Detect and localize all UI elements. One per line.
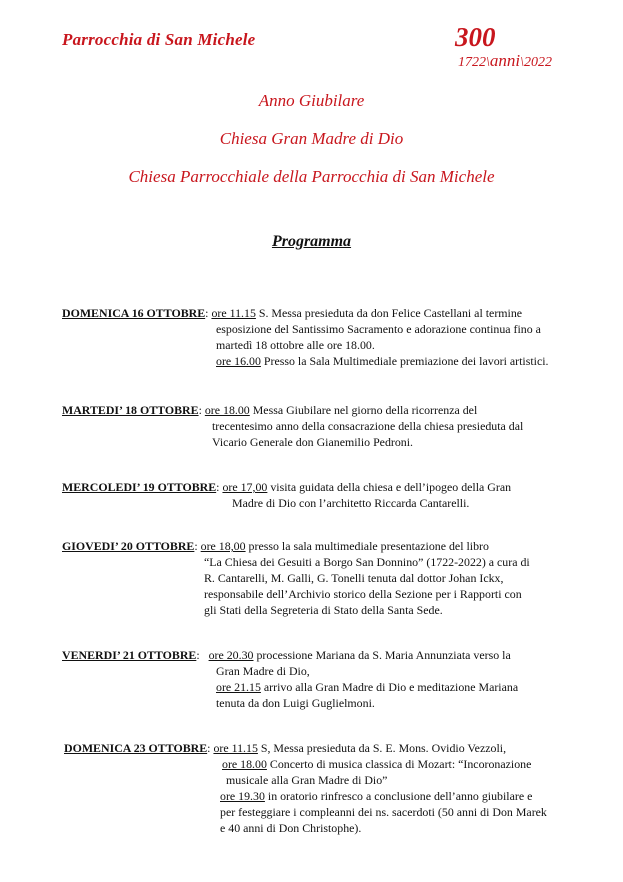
title-parrocchiale: Chiesa Parrocchiale della Parrocchia di San Michele xyxy=(128,167,495,186)
event-day: DOMENICA 16 OTTOBRE xyxy=(62,306,206,320)
event-day-line: DOMENICA 23 OTTOBRE: ore 11.15 S, Messa presieduta da S. E. Mons. Ovidio Vezzoli, xyxy=(64,741,507,755)
event-time: ore 17,00 xyxy=(222,480,268,494)
event-text: Presso la Sala Multimediale premiazione dei lavori artistici. xyxy=(260,354,549,368)
event-line xyxy=(220,788,532,804)
anniversary-end: 2022 xyxy=(524,55,553,70)
event-day: MARTEDI’ 18 OTTOBRE xyxy=(62,403,199,417)
title-chiesa: Chiesa Gran Madre di Dio xyxy=(219,129,404,148)
event-line xyxy=(216,679,518,695)
event-time: ore 21.15 xyxy=(216,680,261,694)
event-time: ore 19.30 xyxy=(220,789,265,803)
event-text: S. Messa presieduta da don Felice Castellani al termine xyxy=(255,306,523,320)
event-day: VENERDI’ 21 OTTOBRE xyxy=(62,648,197,662)
event-text: S, Messa presieduta da S. E. Mons. Ovidio Vezzoli, xyxy=(257,741,507,755)
event-time: ore 20.30 xyxy=(208,648,254,662)
event-text: gli Stati della Segreteria di Stato della Santa Sede. xyxy=(204,603,443,617)
anniversary-word: anni xyxy=(489,51,521,70)
event-text: trecentesimo anno della consacrazione della chiesa presieduta dal xyxy=(212,419,524,433)
programma-heading: Programma xyxy=(271,233,352,250)
event-day-line: VENERDI’ 21 OTTOBRE: ore 20.30 processione Mariana da S. Maria Annunziata verso la xyxy=(62,648,511,662)
event-time: ore 18.00 xyxy=(204,403,250,417)
event-text: tenuta da don Luigi Guglielmoni. xyxy=(216,696,375,710)
event-day-line: MARTEDI’ 18 OTTOBRE: ore 18.00 Messa Giubilare nel giorno della ricorrenza del xyxy=(62,403,478,417)
event-line xyxy=(222,756,531,772)
event-time: ore 18.00 xyxy=(222,757,267,771)
event-text: presso la sala multimediale presentazione del libro xyxy=(245,539,489,553)
event-text: musicale alla Gran Madre di Dio” xyxy=(226,773,388,787)
event-text: Vicario Generale don Gianemilio Pedroni. xyxy=(212,435,414,449)
event-text: Concerto di musica classica di Mozart: “Incoronazione xyxy=(266,757,532,771)
event-day: GIOVEDI’ 20 OTTOBRE xyxy=(62,539,195,553)
event-text: responsabile dell’Archivio storico della Sezione per i Rapporti con xyxy=(204,587,522,601)
event-day-line: GIOVEDI’ 20 OTTOBRE: ore 18,00 presso la sala multimediale presentazione del libro xyxy=(62,539,489,553)
event-text: Madre di Dio con l’architetto Riccarda Cantarelli. xyxy=(232,496,470,510)
event-text: processione Mariana da S. Maria Annunziata verso la xyxy=(253,648,511,662)
event-text: Messa Giubilare nel giorno della ricorrenza del xyxy=(249,403,478,417)
event-text: “La Chiesa dei Gesuiti a Borgo San Donnino” (1722-2022) a cura di xyxy=(204,555,530,569)
event-text: Gran Madre di Dio, xyxy=(216,664,310,678)
event-text: e 40 anni di Don Christophe). xyxy=(220,821,362,835)
event-time: ore 11.15 xyxy=(213,741,258,755)
event-text: per festeggiare i compleanni dei ns. sacerdoti (50 anni di Don Marek xyxy=(220,805,547,819)
event-time: ore 18,00 xyxy=(200,539,246,553)
event-text: esposizione del Santissimo Sacramento e adorazione continua fino a xyxy=(216,322,541,336)
event-day-line: MERCOLEDI’ 19 OTTOBRE: ore 17,00 visita guidata della chiesa e dell’ipogeo della Gran xyxy=(62,480,512,494)
event-day-line: DOMENICA 16 OTTOBRE: ore 11.15 S. Messa presieduta da don Felice Castellani al termine xyxy=(62,306,523,320)
event-text: arrivo alla Gran Madre di Dio e meditazione Mariana xyxy=(260,680,519,694)
event-text: visita guidata della chiesa e dell’ipogeo della Gran xyxy=(267,480,512,494)
event-text: in oratorio rinfresco a conclusione dell’anno giubilare e xyxy=(264,789,533,803)
event-text: R. Cantarelli, M. Galli, G. Tonelli tenuta dal dottor Johan Ickx, xyxy=(204,571,504,585)
event-time: ore 16.00 xyxy=(216,354,261,368)
event-day: DOMENICA 23 OTTOBRE xyxy=(64,741,208,755)
parish-name: Parrocchia di San Michele xyxy=(62,30,256,49)
anniversary-number: 300 xyxy=(455,22,496,52)
event-day: MERCOLEDI’ 19 OTTOBRE xyxy=(62,480,217,494)
title-anno-giubilare: Anno Giubilare xyxy=(258,91,365,110)
event-line xyxy=(216,353,549,369)
anniversary-start: 1722 xyxy=(458,55,486,70)
anniversary-years: 1722\anni\2022 xyxy=(458,51,553,70)
event-text: martedì 18 ottobre alle ore 18.00. xyxy=(216,338,375,352)
event-time: ore 11.15 xyxy=(211,306,256,320)
